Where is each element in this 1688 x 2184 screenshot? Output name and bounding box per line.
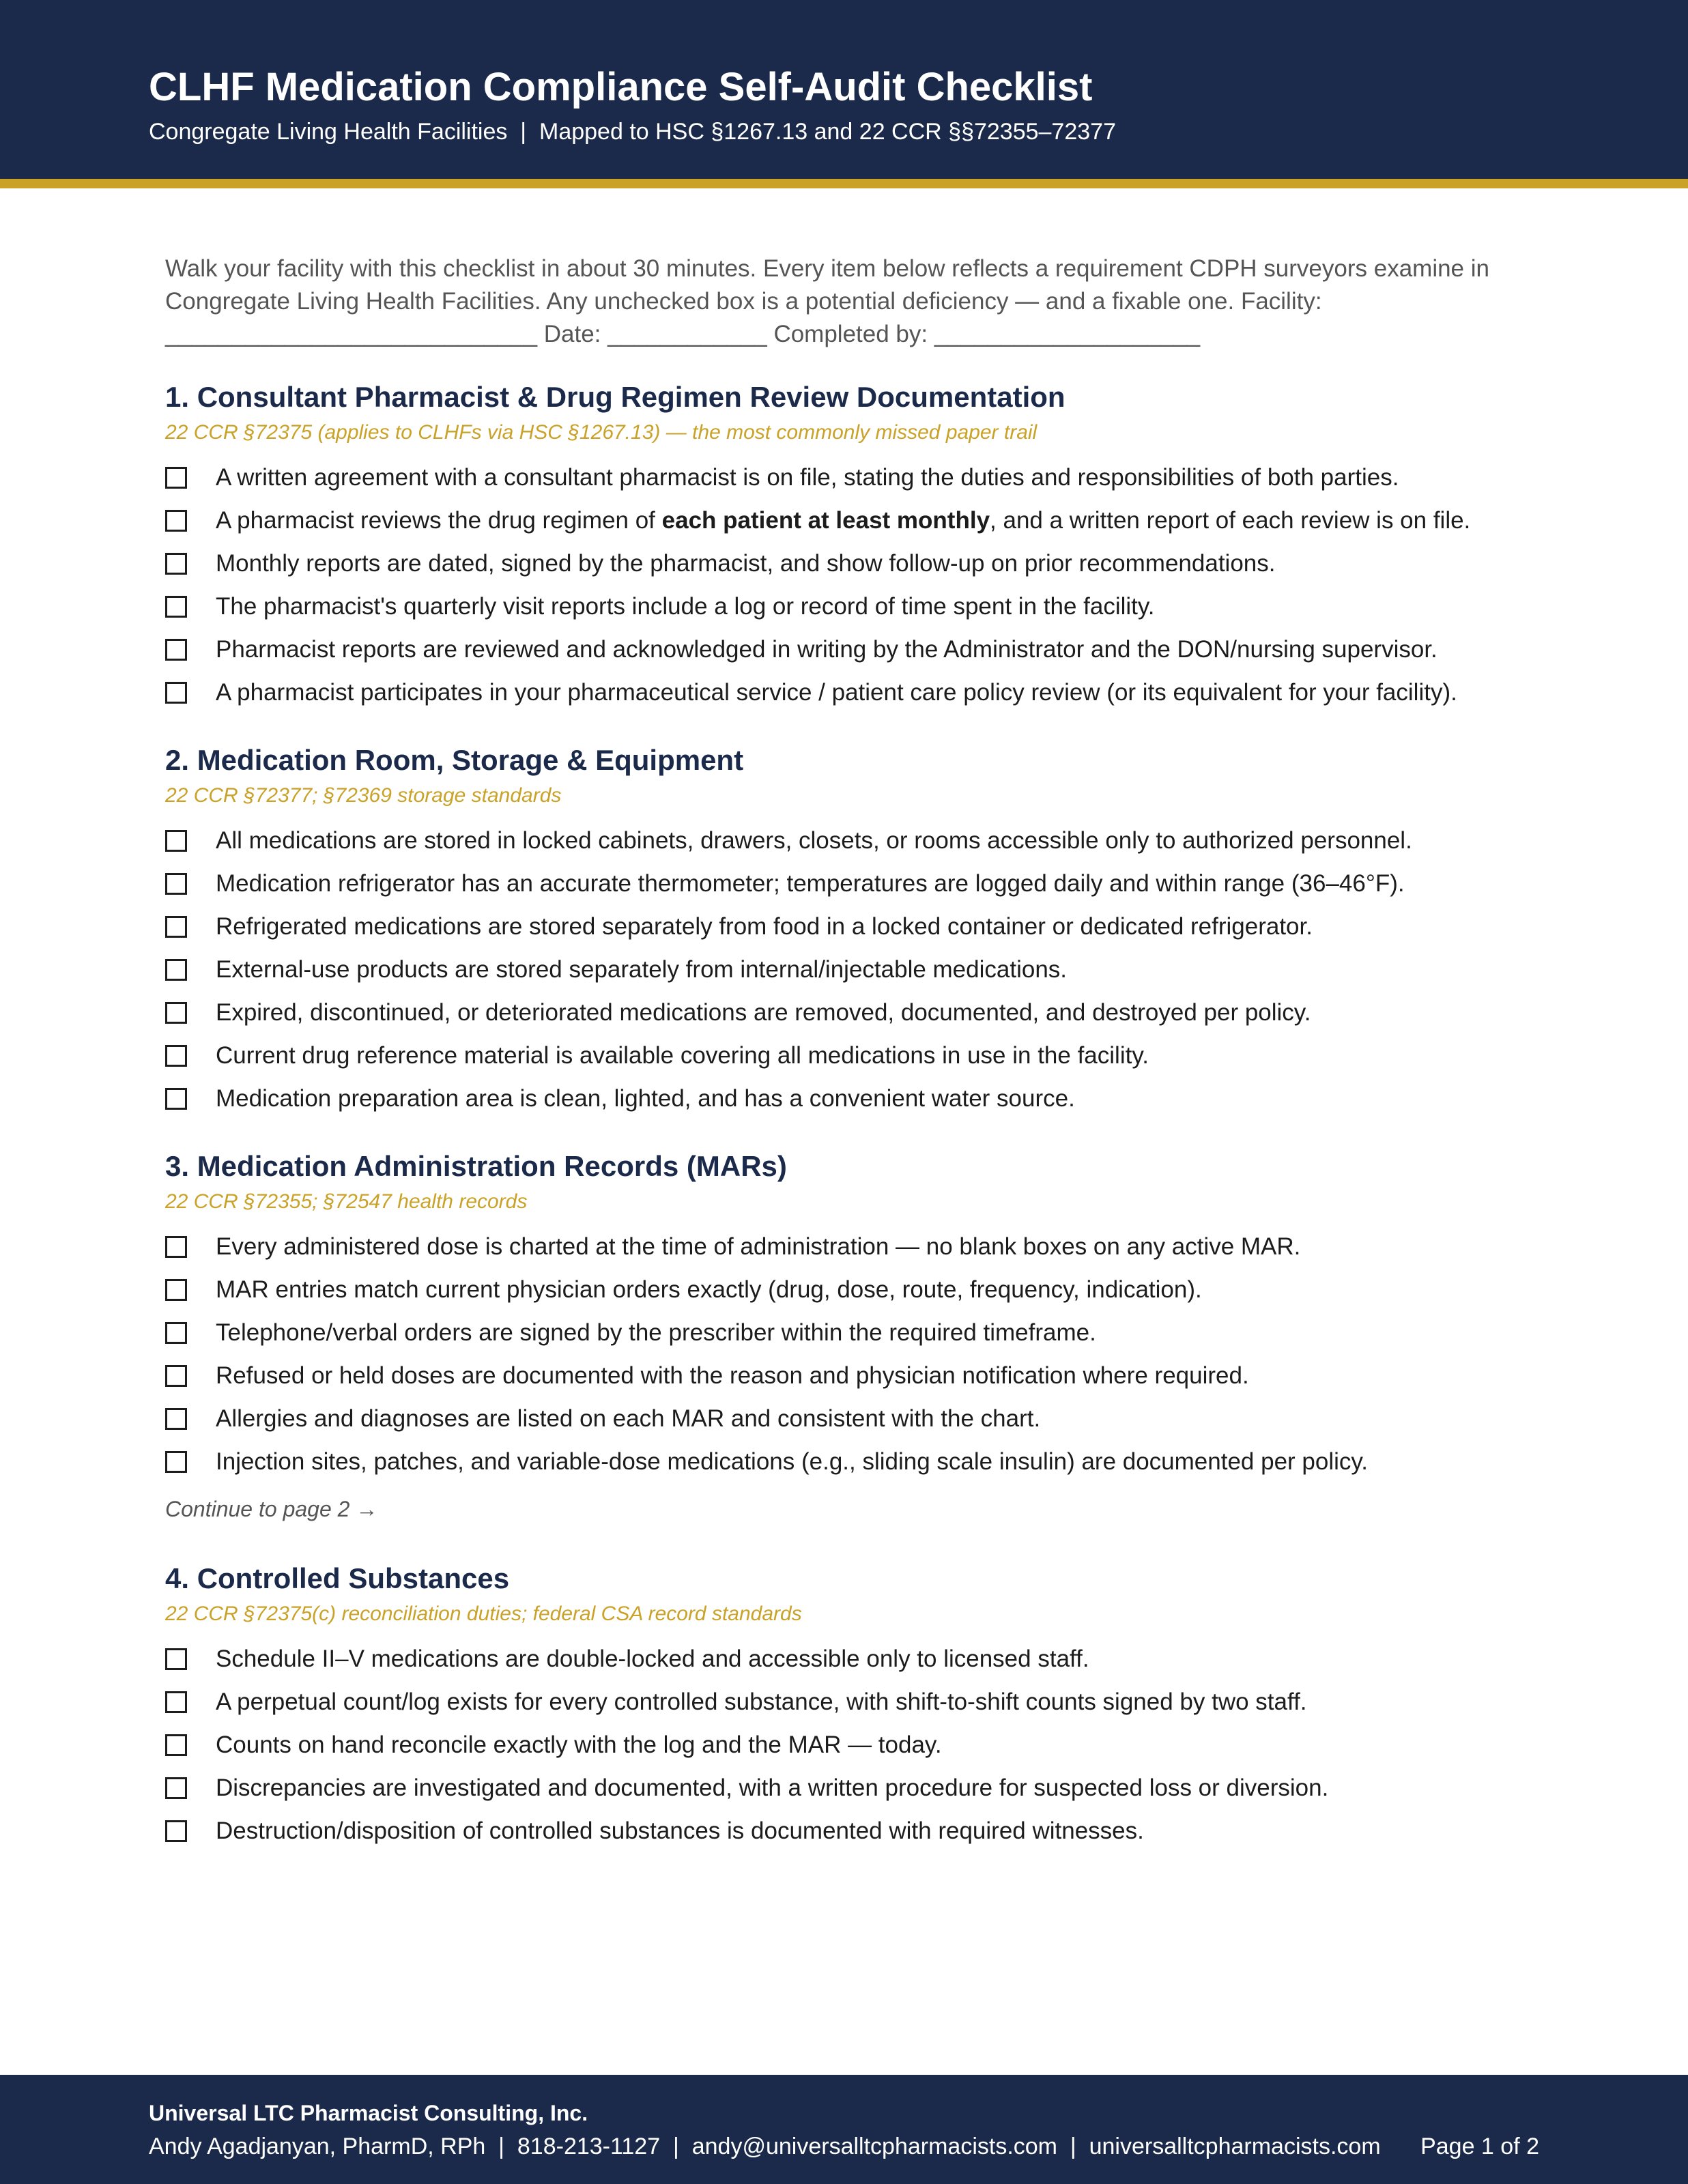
checklist-item-text: Every administered dose is charted at the time of administration — no blank boxes on any active MAR.	[216, 1233, 1301, 1260]
checkbox[interactable]	[165, 1648, 187, 1670]
checklist-item-text: A perpetual count/log exists for every controlled substance, with shift-to-shift counts signed by two staff.	[216, 1688, 1307, 1715]
checklist-item	[165, 456, 1530, 499]
checklist-item	[165, 862, 1530, 905]
section-reference: 22 CCR §72377; §72369 storage standards	[165, 784, 562, 807]
checkbox[interactable]	[165, 1691, 187, 1713]
checklist-item-text: Medication preparation area is clean, lighted, and has a convenient water source.	[216, 1084, 1075, 1112]
checklist-item	[165, 1440, 1530, 1483]
checklist-item	[165, 1034, 1530, 1077]
item-text-before: A pharmacist reviews the drug regimen of	[216, 506, 662, 534]
page-subtitle: Congregate Living Health Facilities | Mapped to HSC §1267.13 and 22 CCR §§72355–72377	[149, 119, 1116, 145]
checkbox[interactable]	[165, 873, 187, 895]
checkbox[interactable]	[165, 682, 187, 704]
checklist-item-text: Refused or held doses are documented with the reason and physician notification where required.	[216, 1362, 1249, 1389]
checklist-item-text: Expired, discontinued, or deteriorated medications are removed, documented, and destroyed per policy.	[216, 998, 1311, 1026]
checklist-item	[165, 905, 1530, 948]
checkbox[interactable]	[165, 510, 187, 532]
section-reference: 22 CCR §72375 (applies to CLHFs via HSC §1267.13) — the most commonly missed paper trail	[165, 421, 1038, 444]
checklist-item	[165, 1680, 1530, 1723]
checklist-item-text: MAR entries match current physician orders exactly (drug, dose, route, frequency, indication).	[216, 1276, 1202, 1303]
checklist-item	[165, 948, 1530, 991]
checkbox[interactable]	[165, 959, 187, 981]
page-number: Page 1 of 2	[1420, 2133, 1539, 2159]
checklist-item	[165, 819, 1530, 862]
checkbox[interactable]	[165, 553, 187, 575]
checklist-item-text: Allergies and diagnoses are listed on each MAR and consistent with the chart.	[216, 1405, 1041, 1432]
checklist-item-text: Injection sites, patches, and variable-dose medications (e.g., sliding scale insulin) are documented per policy.	[216, 1448, 1369, 1475]
section-reference: 22 CCR §72375(c) reconciliation duties; federal CSA record standards	[165, 1603, 802, 1625]
checklist-item-text: Schedule II–V medications are double-locked and accessible only to licensed staff.	[216, 1645, 1089, 1672]
continue-note: Continue to page 2 →	[165, 1497, 378, 1521]
checkbox[interactable]	[165, 1322, 187, 1344]
checklist-item-text: Telephone/verbal orders are signed by the prescriber within the required timeframe.	[216, 1319, 1096, 1346]
section-reference: 22 CCR §72355; §72547 health records	[165, 1190, 528, 1213]
checklist-item	[165, 1077, 1530, 1120]
section-consultant-pharmacist	[165, 378, 1530, 714]
intro-text: Walk your facility with this checklist in about 30 minutes. Every item below reflects a requirement CDPH surveyors examine in Congregate Living Health Facilities. Any unchecked box is a potential deficiency — and a fixable one. Facility: ____________________________ Date: ____________ Completed by: ____________________	[165, 255, 1489, 347]
checklist-item	[165, 1311, 1530, 1354]
checklist-item	[165, 1809, 1530, 1852]
section-title: 2. Medication Room, Storage & Equipment	[165, 744, 744, 776]
checkbox[interactable]	[165, 1365, 187, 1387]
checkbox[interactable]	[165, 1777, 187, 1799]
checklist-item-text: Refrigerated medications are stored separately from food in a locked container or dedicated refrigerator.	[216, 913, 1313, 940]
checklist-item-text: A pharmacist participates in your pharmaceutical service / patient care policy review (or its equivalent for your facility).	[216, 678, 1457, 706]
checkbox[interactable]	[165, 1451, 187, 1473]
item-text-after: , and a written report of each review is on file.	[990, 506, 1471, 534]
checklist-item	[165, 499, 1530, 542]
checklist-item	[165, 628, 1530, 671]
checklist-item-text: Monthly reports are dated, signed by the pharmacist, and show follow-up on prior recommendations.	[216, 549, 1276, 577]
page-header	[0, 0, 1688, 188]
checklist-item-text: Discrepancies are investigated and documented, with a written procedure for suspected loss or diversion.	[216, 1774, 1329, 1801]
footer-company: Universal LTC Pharmacist Consulting, Inc.	[149, 2101, 588, 2125]
checklist-item	[165, 1225, 1530, 1268]
checklist-item	[165, 1268, 1530, 1311]
footer-contact: Andy Agadjanyan, PharmD, RPh | 818-213-1127 | andy@universalltcpharmacists.com | universalltcpharmacists.com	[149, 2133, 1381, 2159]
page-title: CLHF Medication Compliance Self-Audit Checklist	[149, 65, 1093, 109]
section-title: 4. Controlled Substances	[165, 1562, 510, 1594]
checklist-item	[165, 991, 1530, 1034]
checklist-item	[165, 585, 1530, 628]
checkbox[interactable]	[165, 1408, 187, 1430]
checkbox[interactable]	[165, 639, 187, 661]
checklist-item	[165, 542, 1530, 585]
checklist-item	[165, 671, 1530, 714]
item-text-emphasis: each patient at least monthly	[661, 506, 990, 534]
section-title: 3. Medication Administration Records (MARs)	[165, 1150, 787, 1182]
checklist-item-text: Pharmacist reports are reviewed and acknowledged in writing by the Administrator and the DON/nursing supervisor.	[216, 635, 1437, 663]
checklist-item-text: The pharmacist's quarterly visit reports include a log or record of time spent in the facility.	[216, 592, 1155, 620]
checkbox[interactable]	[165, 830, 187, 852]
checklist-item	[165, 1354, 1530, 1397]
checklist-item-text: Counts on hand reconcile exactly with the log and the MAR — today.	[216, 1731, 942, 1758]
checklist-item	[165, 1637, 1530, 1680]
section-title: 1. Consultant Pharmacist & Drug Regimen Review Documentation	[165, 381, 1065, 413]
checkbox[interactable]	[165, 467, 187, 489]
checklist-item-text	[216, 507, 1470, 534]
checkbox[interactable]	[165, 1820, 187, 1842]
checkbox[interactable]	[165, 1734, 187, 1756]
checklist-item-text: All medications are stored in locked cabinets, drawers, closets, or rooms accessible only to authorized personnel.	[216, 827, 1412, 854]
section-mars	[165, 1147, 1530, 1483]
checkbox[interactable]	[165, 1002, 187, 1024]
checklist-item	[165, 1766, 1530, 1809]
checklist-item-text: Current drug reference material is available covering all medications in use in the facility.	[216, 1041, 1149, 1069]
checklist-item	[165, 1723, 1530, 1766]
page-footer	[0, 2075, 1688, 2184]
checkbox[interactable]	[165, 1088, 187, 1110]
checklist-item-text: A written agreement with a consultant pharmacist is on file, stating the duties and responsibilities of both parties.	[216, 463, 1399, 491]
section-controlled-substances	[165, 1560, 1530, 1852]
checkbox[interactable]	[165, 596, 187, 618]
checklist-content	[165, 253, 1530, 1880]
checkbox[interactable]	[165, 1236, 187, 1258]
checklist-item-text: External-use products are stored separately from internal/injectable medications.	[216, 956, 1068, 983]
checklist-item-text: Destruction/disposition of controlled substances is documented with required witnesses.	[216, 1817, 1144, 1844]
checkbox[interactable]	[165, 1279, 187, 1301]
section-medication-storage	[165, 741, 1530, 1120]
checkbox[interactable]	[165, 916, 187, 938]
checkbox[interactable]	[165, 1045, 187, 1067]
checklist-item	[165, 1397, 1530, 1440]
checklist-item-text: Medication refrigerator has an accurate thermometer; temperatures are logged daily and within range (36–46°F).	[216, 870, 1405, 897]
